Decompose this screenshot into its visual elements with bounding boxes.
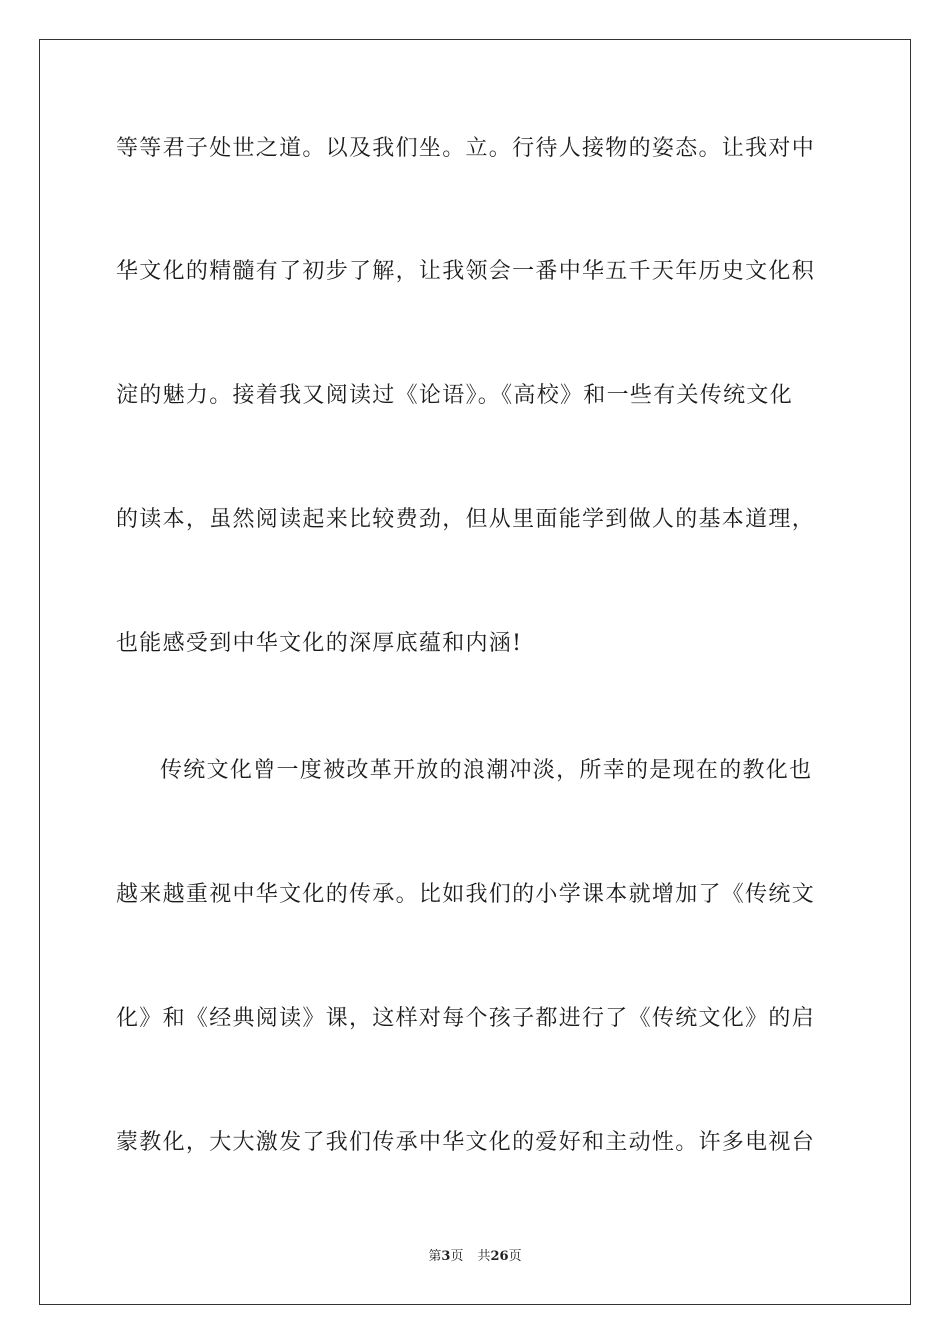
total-prefix: 共 (477, 1249, 491, 1264)
body-line-2: 华文化的精髓有了初步了解，让我领会一番中华五千天年历史文化积 (116, 259, 816, 284)
body-line-3: 淀的魅力。接着我又阅读过《论语》。《高校》和一些有关传统文化 (116, 383, 794, 408)
body-line-5: 也能感受到中华文化的深厚底蕴和内涵! (116, 631, 523, 656)
body-line-8: 化》和《经典阅读》课，这样对每个孩子都进行了《传统文化》的启 (116, 1006, 816, 1031)
page-footer (0, 1248, 950, 1266)
total-pages: 26 (490, 1249, 509, 1264)
page-suffix: 页 (450, 1249, 464, 1264)
body-line-4: 的读本，虽然阅读起来比较费劲，但从里面能学到做人的基本道理， (116, 507, 816, 532)
body-line-9: 蒙教化，大大激发了我们传承中华文化的爱好和主动性。许多电视台 (116, 1130, 816, 1155)
body-line-6-paragraph-start: 传统文化曾一度被改革开放的浪潮冲淡，所幸的是现在的教化也 (160, 758, 813, 783)
total-suffix: 页 (508, 1249, 522, 1264)
page-prefix: 第 (428, 1249, 442, 1264)
body-line-1: 等等君子处世之道。以及我们坐。立。行待人接物的姿态。让我对中 (116, 136, 816, 161)
page-number: 3 (441, 1249, 451, 1264)
page-border (39, 39, 911, 1305)
body-line-7: 越来越重视中华文化的传承。比如我们的小学课本就增加了《传统文 (116, 882, 816, 907)
